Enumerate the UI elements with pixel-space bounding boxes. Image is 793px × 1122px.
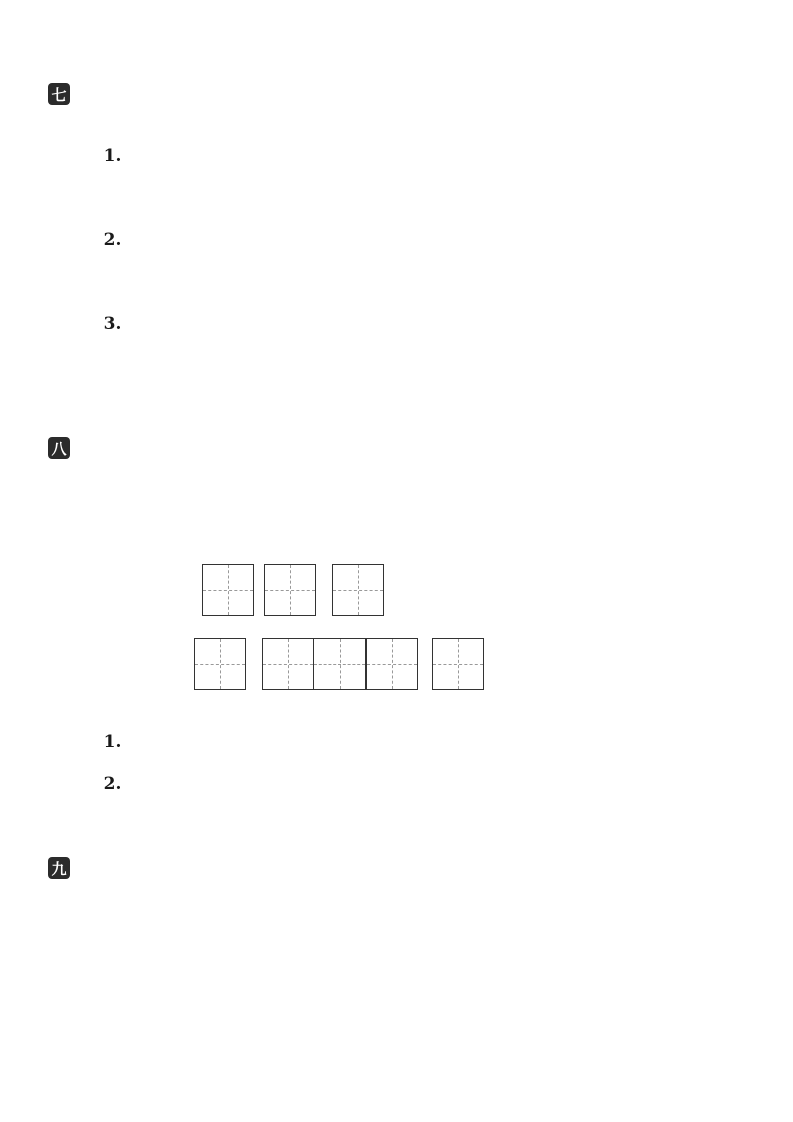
answer-box[interactable] <box>262 638 314 690</box>
poem-line-2 <box>194 638 490 690</box>
section-9-heading <box>48 857 76 879</box>
answer-box[interactable] <box>202 564 254 616</box>
passage-line <box>48 958 748 962</box>
section-7-heading <box>48 83 76 105</box>
section-9-badge: 九 <box>48 857 70 879</box>
question-7-1 <box>82 126 121 206</box>
question-number: 3. <box>103 314 122 334</box>
answer-box[interactable] <box>314 638 366 690</box>
question-number: 1. <box>103 146 122 166</box>
question-8-2 <box>82 754 121 834</box>
section-7-badge: 七 <box>48 83 70 105</box>
answer-box[interactable] <box>264 564 316 616</box>
answer-box[interactable] <box>194 638 246 690</box>
answer-box[interactable] <box>432 638 484 690</box>
passage-line <box>48 1016 748 1020</box>
question-number: 1. <box>103 732 122 752</box>
question-7-2 <box>82 210 121 290</box>
question-number: 2. <box>103 774 122 794</box>
answer-box[interactable] <box>366 638 418 690</box>
question-number: 2. <box>103 230 122 250</box>
answer-box[interactable] <box>332 564 384 616</box>
passage-line <box>48 898 748 902</box>
question-7-3-continued <box>108 336 130 396</box>
poem-line-1 <box>196 564 384 616</box>
section-8-badge: 八 <box>48 437 70 459</box>
section-8-heading <box>48 437 76 459</box>
